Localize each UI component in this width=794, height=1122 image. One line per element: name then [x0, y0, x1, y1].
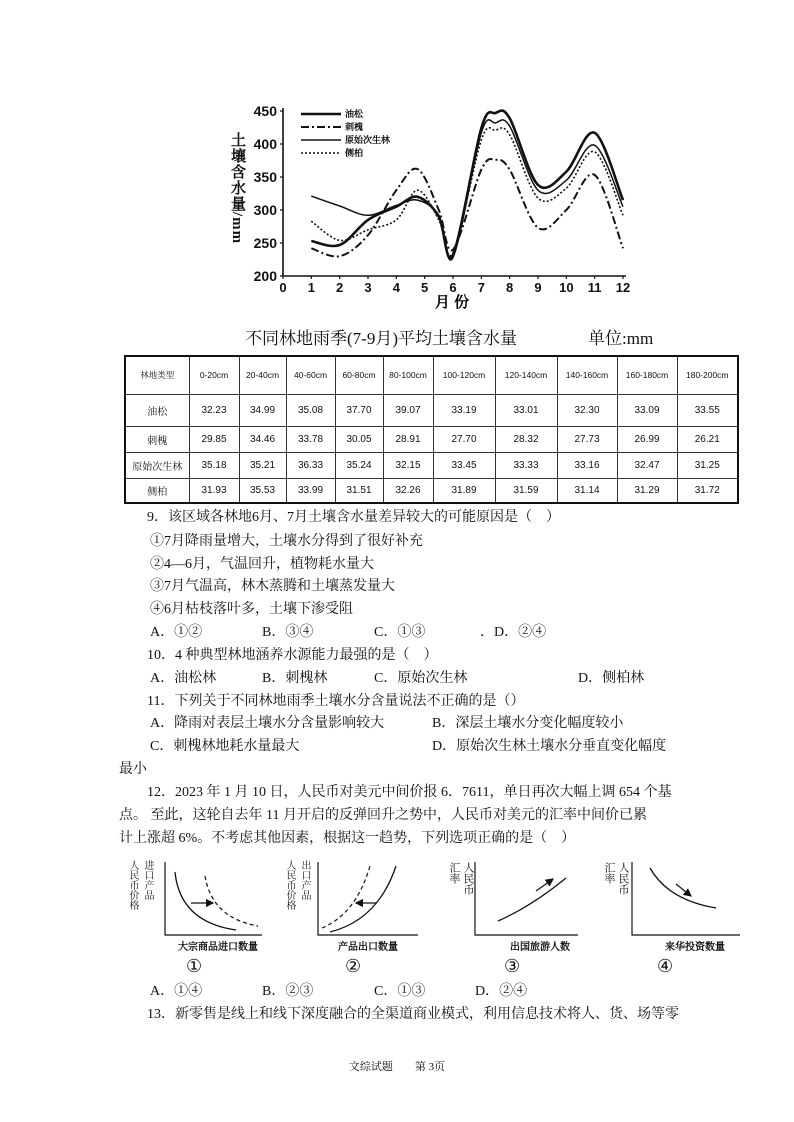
table-cell: 31.25 — [677, 452, 738, 478]
series-line-1 — [311, 111, 623, 258]
y-tick-label: 400 — [253, 136, 277, 152]
soil-moisture-line-chart — [0, 0, 794, 320]
q9-item-3: ③7月气温高，林木蒸腾和土壤蒸发量大 — [150, 579, 395, 594]
table-cell: 35.18 — [189, 452, 239, 478]
q9-option-a: A．①② — [150, 625, 203, 640]
q11-option-c: C．刺槐林地耗水量最大 — [150, 739, 300, 754]
graph-3-xlabel: 出国旅游人数 — [510, 942, 570, 953]
q11-option-b: B．深层土壤水分变化幅度较小 — [432, 716, 624, 731]
q13-stem: 13．新零售是线上和线下深度融合的全渠道商业模式，利用信息技术将人、货、场等零 — [147, 1007, 679, 1022]
table-cell: 31.51 — [335, 478, 383, 503]
header-cell: 40-60cm — [286, 356, 335, 394]
header-cell: 0-20cm — [189, 356, 239, 394]
graph-4-ylabel-a: 汇率 — [603, 862, 615, 884]
graph-4-ylabel-b: 人民币 — [617, 862, 629, 895]
table-cell: 33.99 — [286, 478, 335, 503]
table-cell: 35.08 — [286, 394, 335, 426]
table-cell: 33.33 — [495, 452, 557, 478]
chart-legend — [301, 108, 391, 158]
row-label: 原始次生林 — [125, 452, 189, 478]
graph-3 — [475, 862, 578, 935]
x-tick-label: 0 — [279, 280, 287, 295]
table-cell: 32.30 — [557, 394, 617, 426]
y-tick-label: 250 — [253, 235, 277, 251]
q10-option-b: B．刺槐林 — [262, 671, 328, 686]
q12-option-d: D．②④ — [475, 984, 528, 999]
x-tick-label: 10 — [559, 280, 574, 295]
x-tick-label: 5 — [421, 280, 429, 295]
q9-option-d: ．D．②④ — [480, 625, 547, 640]
table-cell: 32.26 — [383, 478, 433, 503]
graph-1-ylabel-a: 人民币价格 — [127, 860, 138, 910]
x-tick-label: 3 — [364, 280, 372, 295]
q10-option-c: C．原始次生林 — [374, 671, 468, 686]
header-cell: 120-140cm — [495, 356, 557, 394]
q11-option-d-wrap: 最小 — [119, 762, 147, 777]
table-cell: 36.33 — [286, 452, 335, 478]
table-cell: 33.55 — [677, 394, 738, 426]
table-cell: 28.91 — [383, 426, 433, 452]
graph-1-solid-curve — [175, 872, 236, 930]
q12-stem-line-3: 计上涨超 6%。不考虑其他因素，根据这一趋势，下列选项正确的是（ ） — [119, 831, 576, 846]
q12-small-graphs — [120, 850, 750, 945]
graph-2-solid-curve — [330, 866, 396, 932]
table-header-row — [125, 356, 738, 394]
table-cell: 26.99 — [617, 426, 677, 452]
q9-stem: 9．该区域各林地6月、7月土壤含水量差异较大的可能原因是（ ） — [147, 510, 560, 525]
table-cell: 31.89 — [433, 478, 495, 503]
table-cell: 27.70 — [433, 426, 495, 452]
y-tick-label: 300 — [253, 202, 277, 218]
x-tick-label: 2 — [336, 280, 344, 295]
table-title: 不同林地雨季(7-9月)平均土壤含水量 — [245, 329, 517, 348]
y-tick-label: 450 — [253, 103, 277, 119]
graph-2-dashed-curve — [322, 866, 370, 928]
graph-1-number: ① — [186, 956, 203, 976]
graph-1 — [165, 862, 262, 935]
chart-y-axis-title: 土壤含水量/mm — [229, 132, 245, 245]
soil-moisture-table — [124, 355, 739, 504]
table-cell: 32.23 — [189, 394, 239, 426]
header-cell: 80-100cm — [383, 356, 433, 394]
q9-option-b: B．③④ — [262, 625, 314, 640]
table-cell: 34.46 — [239, 426, 286, 452]
graph-4-curve — [650, 868, 716, 908]
q12-option-a: A．①④ — [150, 984, 203, 999]
page-footer: 文综试题 第 3页 — [348, 1061, 446, 1073]
table-unit: 单位:mm — [588, 329, 654, 348]
graph-3-axes — [475, 862, 578, 935]
graph-4-xlabel: 来华投资数量 — [665, 942, 725, 953]
table-cell: 28.32 — [495, 426, 557, 452]
table-cell: 35.21 — [239, 452, 286, 478]
q11-option-d: D．原始次生林土壤水分垂直变化幅度 — [432, 739, 667, 754]
table-cell: 31.29 — [617, 478, 677, 503]
graph-4-number: ④ — [657, 956, 674, 976]
graph-2-ylabel-b: 出口产品 — [299, 860, 310, 900]
q12-stem-line-1: 12．2023 年 1 月 10 日，人民币对美元中间价报 6．7611，单日再次大幅上调 654 个基 — [147, 785, 672, 800]
table-cell: 33.78 — [286, 426, 335, 452]
q9-option-c: C．①③ — [374, 625, 426, 640]
table-row — [125, 478, 738, 503]
table-cell: 32.47 — [617, 452, 677, 478]
graph-3-number: ③ — [504, 956, 521, 976]
table-cell: 33.45 — [433, 452, 495, 478]
table-row — [125, 426, 738, 452]
legend-label-4: 侧柏 — [345, 148, 364, 158]
table-cell: 35.24 — [335, 452, 383, 478]
q12-option-c: C．①③ — [374, 984, 426, 999]
q9-item-2: ②4—6月，气温回升，植物耗水量大 — [150, 557, 374, 572]
table-cell: 29.85 — [189, 426, 239, 452]
graph-4 — [632, 862, 740, 935]
graph-3-arrow — [536, 879, 553, 891]
graph-3-ylabel-a: 汇率 — [448, 862, 460, 884]
q12-option-b: B．②③ — [262, 984, 314, 999]
row-label: 油松 — [125, 394, 189, 426]
y-tick-label: 200 — [253, 268, 277, 284]
row-label: 侧柏 — [125, 478, 189, 503]
q11-option-a: A．降雨对表层土壤水分含量影响较大 — [150, 716, 385, 731]
x-tick-label: 1 — [307, 280, 315, 295]
x-tick-label: 8 — [506, 280, 514, 295]
x-tick-label: 4 — [392, 280, 400, 295]
table-cell: 31.59 — [495, 478, 557, 503]
header-cell: 140-160cm — [557, 356, 617, 394]
table-cell: 31.93 — [189, 478, 239, 503]
graph-2-xlabel: 产品出口数量 — [338, 942, 398, 953]
table-cell: 33.19 — [433, 394, 495, 426]
table-row — [125, 394, 738, 426]
graph-2-number: ② — [345, 956, 362, 976]
legend-label-1: 油松 — [345, 109, 364, 119]
graph-3-ylabel-b: 人民币 — [462, 862, 474, 895]
x-tick-label: 11 — [587, 280, 602, 295]
x-tick-label: 7 — [477, 280, 485, 295]
graph-1-xlabel: 大宗商品进口数量 — [178, 942, 258, 953]
q10-option-a: A．油松林 — [150, 671, 217, 686]
table-cell: 31.72 — [677, 478, 738, 503]
legend-label-2: 刺槐 — [345, 122, 364, 132]
header-cell: 60-80cm — [335, 356, 383, 394]
table-cell: 33.16 — [557, 452, 617, 478]
chart-x-axis-title: 月 份 — [434, 294, 470, 311]
q9-item-1: ①7月降雨量增大，土壤水分得到了很好补充 — [150, 534, 423, 549]
table-cell: 37.70 — [335, 394, 383, 426]
table-cell: 30.05 — [335, 426, 383, 452]
graph-4-axes — [632, 862, 740, 935]
table-cell: 26.21 — [677, 426, 738, 452]
table-cell: 32.15 — [383, 452, 433, 478]
x-tick-label: 12 — [615, 280, 631, 295]
table-cell: 34.99 — [239, 394, 286, 426]
q11-stem: 11．下列关于不同林地雨季土壤水分含量说法不正确的是（） — [147, 694, 525, 709]
table-cell: 31.14 — [557, 478, 617, 503]
graph-2-ylabel-a: 人民币价格 — [284, 860, 295, 910]
header-cell: 林地类型 — [125, 356, 189, 394]
header-cell: 180-200cm — [677, 356, 738, 394]
q9-item-4: ④6月枯枝落叶多，土壤下渗受阻 — [150, 602, 353, 617]
y-tick-label: 350 — [253, 169, 277, 185]
header-cell: 20-40cm — [239, 356, 286, 394]
graph-2 — [318, 862, 418, 935]
graph-1-dashed-curve — [205, 876, 258, 926]
chart-marks — [254, 103, 631, 295]
graph-3-curve — [498, 878, 566, 921]
table-row — [125, 452, 738, 478]
table-cell: 35.53 — [239, 478, 286, 503]
graph-1-ylabel-b: 进口产品 — [142, 860, 153, 900]
header-cell: 100-120cm — [433, 356, 495, 394]
table-cell: 33.01 — [495, 394, 557, 426]
header-cell: 160-180cm — [617, 356, 677, 394]
graph-4-arrow — [676, 884, 691, 896]
table-cell: 27.73 — [557, 426, 617, 452]
table-cell: 39.07 — [383, 394, 433, 426]
row-label: 刺槐 — [125, 426, 189, 452]
q12-stem-line-2: 点。 至此，这轮自去年 11 月开启的反弹回升之势中，人民币对美元的汇率中间价已累 — [119, 808, 647, 823]
q10-stem: 10．4 种典型林地涵养水源能力最强的是（ ） — [147, 648, 438, 663]
graph-2-axes — [318, 862, 418, 935]
x-tick-label: 6 — [449, 280, 457, 295]
legend-label-3: 原始次生林 — [345, 135, 391, 145]
q10-option-d: D．侧柏林 — [578, 671, 645, 686]
table-cell: 33.09 — [617, 394, 677, 426]
x-tick-label: 9 — [534, 280, 542, 295]
